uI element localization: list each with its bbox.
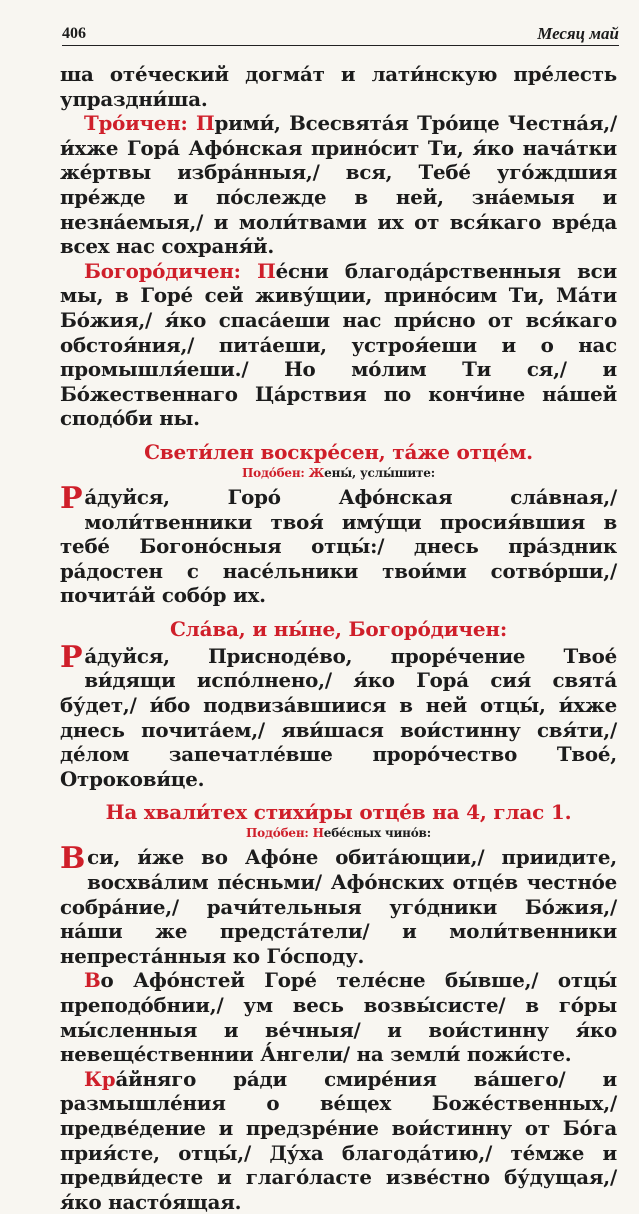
page-body [60, 62, 617, 1214]
slava-text: а́дуйся, Присноде́во, проре́чение Твое́ ви́дящи испо́лнено,/ я́ко Гора́ сия́ свята́ бу́дет,/ и́бо подвиза́вшиися в ней отцы́, и́хже днесь почита́ем,/ яви́шася вои́стинну свя́ти,/ де́лом запечатле́вше проро́чество Твое́, Отрокови́це. [60, 643, 617, 791]
podoben-text: ены́, услы́шите: [324, 465, 435, 480]
podoben-initial: Н [312, 826, 324, 841]
header-rule [62, 45, 619, 46]
bogorodichen-paragraph [60, 259, 617, 431]
sticheron-1-drop-cap: В [60, 841, 86, 877]
bogorodichen-text: е́сни благода́рственныя вси мы, в Горе́ сей живу́щии, прино́сим Ти, Ма́ти Бо́жия,/ я́ко спаса́еши нас при́сно от вся́каго обстоя́ния,/ пита́еши, устроя́еши и о нас промышля́еши./ Но мо́лим Ти ся,/ и Бо́жественнаго Ца́рствия по конч́ине на́шей сподо́би ны. [60, 258, 617, 431]
svetilen-drop-cap: Р [60, 480, 83, 516]
troichen-label: Тро́ичен: [84, 111, 188, 136]
svetilen-heading: Свети́лен воскре́сен, та́же отце́м. [144, 439, 533, 464]
page-number: 406 [62, 25, 86, 42]
running-title: Месяц май [537, 24, 619, 43]
sticheron-2-text: о Афо́нстей Горе́ теле́сне бы́вше,/ отцы́ преподо́бнии,/ ум весь возвы́систе/ в го́ры мы́сленныя и ве́чныя/ и вои́стинну я́ко невеще́ственнии А́нгели/ на земли́ пожи́сте. [60, 968, 617, 1067]
bogorodichen-label: Богоро́дичен: [84, 258, 241, 283]
sticheron-3-text: а́йняго ра́ди смире́ния ва́шего/ и размышле́ния о ве́щех Боже́ственных,/ предве́дение и предзре́ние вои́стинну от Бо́га прия́сте, отцы́,/ Ду́ха благода́тию,/ те́мже и предви́десте и глаго́ласте изве́стно бу́дущая,/ я́ко насто́ящая. [60, 1066, 617, 1214]
sticheron-2-initial: В [84, 968, 101, 993]
bogorodichen-initial: П [257, 258, 276, 283]
sticheron-3 [60, 1067, 617, 1214]
slava-paragraph [60, 639, 617, 792]
sticheron-1-text: си, и́же во Афо́не обита́ющии,/ приидите, восхва́лим пе́сньми/ Афо́нских отце́в честно́е собра́ние,/ рачи́тельныя уго́дники Бо́жия,/ на́ши же предста́тели/ и моли́твенники непреста́нныя ко Го́споду. [60, 845, 617, 968]
podoben-label: Подо́бен: [242, 465, 305, 480]
troichen-paragraph [60, 111, 617, 259]
continued-paragraph [60, 62, 617, 111]
stichery-heading: На хвали́тех стихи́ры отце́в на 4, глас 1. [105, 800, 572, 825]
svetilen-podoben [60, 465, 617, 481]
svetilen-text: а́дуйся, Горо́ Афо́нская сла́вная,/ моли́твенники твоя́ иму́щи просия́вшия в тебе́ Богоно́сныя отцы́:/ днесь пра́здник ра́достен с насе́льники твои́ми сотво́рши,/ почита́й собо́р их. [60, 484, 617, 608]
podoben-label: Подо́бен: [246, 826, 309, 841]
svetilen-paragraph [60, 480, 617, 608]
troichen-initial: П [196, 111, 215, 136]
stichery-podoben [60, 825, 617, 841]
slava-drop-cap: Р [60, 639, 83, 675]
sticheron-2 [60, 968, 617, 1066]
podoben-initial: Ж [308, 465, 325, 480]
slava-heading: Сла́ва, и ны́не, Богоро́дичен: [169, 616, 508, 641]
podoben-text: ебе́сных чино́в: [323, 826, 431, 841]
troichen-text: рими́, Всесвята́я Тро́ице Честна́я,/ и́хже Гора́ Афо́нская прино́сит Ти, я́ко нача́тки же́ртвы избра́нныя,/ вся, Тебе́ уго́ждшия пре́жде и по́слежде в ней, зна́емыя и незна́емыя,/ и моли́твами их от вся́каго вре́да всех нас сохраня́й. [60, 111, 617, 259]
page-header [62, 22, 619, 44]
sticheron-1 [60, 841, 617, 968]
sticheron-3-initial: Кр [84, 1066, 116, 1091]
continued-text: ша оте́ческий догма́т и лати́нскую пре́лесть упраздни́ша. [60, 62, 617, 111]
